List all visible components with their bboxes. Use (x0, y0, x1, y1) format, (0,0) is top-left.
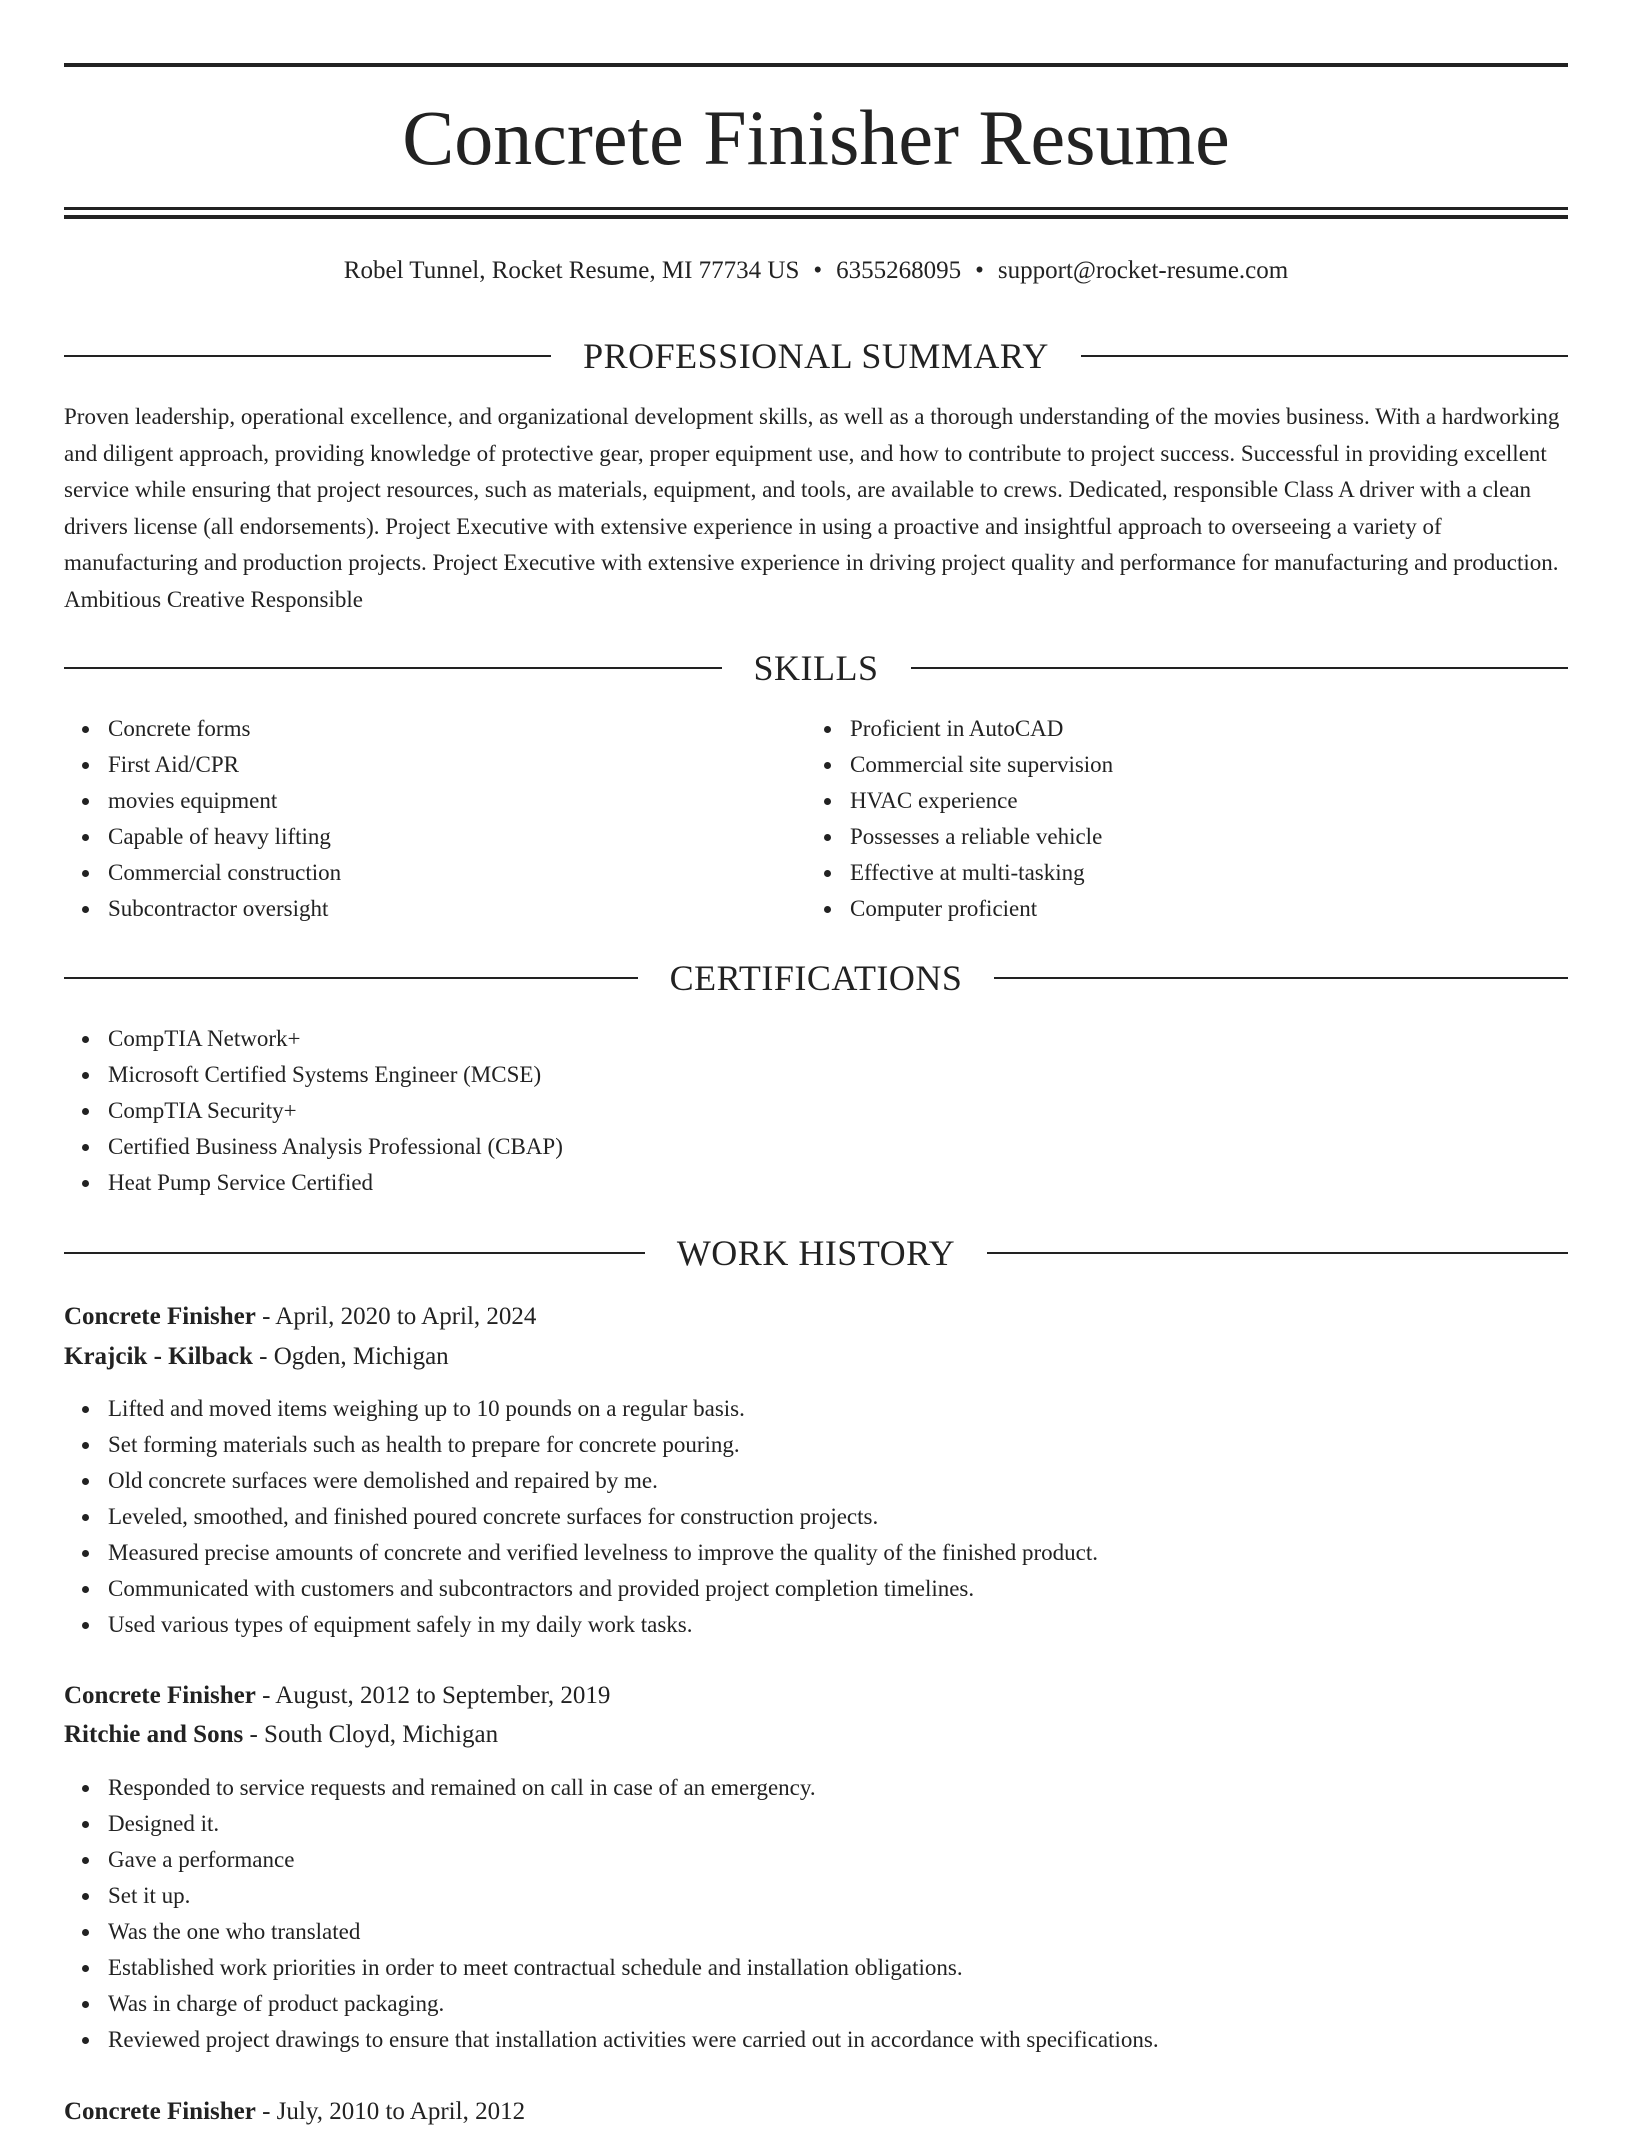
section-rule (64, 1252, 645, 1254)
section-header-certifications (64, 956, 1568, 1000)
job-bullets (64, 1770, 1558, 2058)
job-bullets (64, 1391, 1558, 1643)
certification-item: CompTIA Network+ (108, 1021, 1508, 1057)
section-rule (1081, 355, 1568, 357)
section-header-work-history (64, 1231, 1568, 1275)
skill-item: Effective at multi-tasking (850, 855, 1550, 891)
skill-item: First Aid/CPR (108, 747, 808, 783)
contact-address: Robel Tunnel, Rocket Resume, MI 77734 US (343, 257, 800, 284)
skills-list-right (806, 711, 1550, 927)
title-rule-lower (64, 215, 1568, 219)
skill-item: HVAC experience (850, 783, 1550, 819)
job-bullet: Lifted and moved items weighing up to 10 pounds on a regular basis. (108, 1391, 1558, 1427)
job-company: Krajcik - Kilback (64, 1343, 253, 1370)
skill-item: Commercial construction (108, 855, 808, 891)
contact-separator: • (975, 257, 984, 284)
job-bullet: Measured precise amounts of concrete and verified levelness to improve the quality of the finished product. (108, 1535, 1558, 1571)
skill-item: Computer proficient (850, 891, 1550, 927)
contact-phone: 6355268095 (836, 257, 962, 284)
job-title: Concrete Finisher (64, 1303, 256, 1330)
job-bullet: Communicated with customers and subcontractors and provided project completion timelines. (108, 1571, 1558, 1607)
contact-line (64, 254, 1568, 288)
skill-item: Subcontractor oversight (108, 891, 808, 927)
skill-item: Commercial site supervision (850, 747, 1550, 783)
job-location: - South Cloyd, Michigan (249, 1721, 499, 1748)
job-title: Concrete Finisher (64, 1682, 256, 1709)
section-rule (64, 667, 722, 669)
summary-paragraph: Proven leadership, operational excellence, and organizational development skills, as well as a thorough understanding of the movies business. With a hardworking and diligent approach, providing knowledge of protective gear, proper equipment use, and how to contribute to project success. Successful in providing excellent service while ensuring that project resources, such as materials, equipment, and tools, are available to crews. Dedicated, responsible Class A driver with a clean drivers license (all endorsements). Project Executive with extensive experience in using a proactive and insightful approach to overseeing a variety of manufacturing and production projects. Project Executive with extensive experience in driving project quality and performance for manufacturing and production. Ambitious Creative Responsible (64, 404, 1560, 612)
job-location: - Ogden, Michigan (259, 1343, 449, 1370)
title-rule-upper (64, 207, 1568, 210)
job-bullet: Leveled, smoothed, and finished poured concrete surfaces for construction projects. (108, 1499, 1558, 1535)
job-bullet: Used various types of equipment safely in my daily work tasks. (108, 1607, 1558, 1643)
certification-item: Heat Pump Service Certified (108, 1165, 1508, 1201)
certifications-list (64, 1021, 1508, 1201)
job-company-line (64, 1339, 1568, 1375)
section-rule (64, 355, 551, 357)
certification-item: Microsoft Certified Systems Engineer (MCSE) (108, 1057, 1508, 1093)
section-title: SKILLS (753, 648, 879, 688)
certification-item: Certified Business Analysis Professional (CBAP) (108, 1129, 1508, 1165)
job-title-line (64, 1299, 1568, 1335)
skill-item: Concrete forms (108, 711, 808, 747)
contact-separator: • (813, 257, 823, 284)
job-dates: - April, 2020 to April, 2024 (262, 1303, 537, 1330)
skills-list-left (64, 711, 808, 927)
job-bullet: Was in charge of product packaging. (108, 1986, 1558, 2022)
job-company-line (64, 1717, 1568, 1753)
job-title: Concrete Finisher (64, 2098, 256, 2125)
job-bullet: Was the one who translated (108, 1914, 1558, 1950)
section-rule (994, 977, 1568, 979)
job-bullet: Gave a performance (108, 1842, 1558, 1878)
top-rule (64, 63, 1568, 67)
section-title: WORK HISTORY (676, 1233, 956, 1273)
job-bullet: Responded to service requests and remained on call in case of an emergency. (108, 1770, 1558, 1806)
section-header-skills (64, 646, 1568, 690)
section-header-summary (64, 334, 1568, 378)
section-rule (911, 667, 1569, 669)
job-title-line (64, 2094, 1568, 2130)
job-title-line (64, 1678, 1568, 1714)
skill-item: Proficient in AutoCAD (850, 711, 1550, 747)
section-title: PROFESSIONAL SUMMARY (583, 336, 1049, 376)
skill-item: Capable of heavy lifting (108, 819, 808, 855)
contact-email[interactable]: support@rocket-resume.com (997, 257, 1289, 284)
skill-item: Possesses a reliable vehicle (850, 819, 1550, 855)
section-title: CERTIFICATIONS (669, 958, 963, 998)
job-bullet: Old concrete surfaces were demolished and repaired by me. (108, 1463, 1558, 1499)
section-rule (64, 977, 638, 979)
job-bullet: Established work priorities in order to meet contractual schedule and installation obligations. (108, 1950, 1558, 1986)
job-bullet: Set it up. (108, 1878, 1558, 1914)
job-dates: - July, 2010 to April, 2012 (262, 2098, 526, 2125)
job-company: Ritchie and Sons (64, 1721, 244, 1748)
skill-item: movies equipment (108, 783, 808, 819)
resume-title: Concrete Finisher Resume (402, 94, 1230, 181)
job-bullet: Designed it. (108, 1806, 1558, 1842)
job-bullet: Set forming materials such as health to prepare for concrete pouring. (108, 1427, 1558, 1463)
section-rule (987, 1252, 1568, 1254)
job-bullet: Reviewed project drawings to ensure that installation activities were carried out in accordance with specifications. (108, 2022, 1558, 2058)
job-dates: - August, 2012 to September, 2019 (262, 1682, 611, 1709)
certification-item: CompTIA Security+ (108, 1093, 1508, 1129)
